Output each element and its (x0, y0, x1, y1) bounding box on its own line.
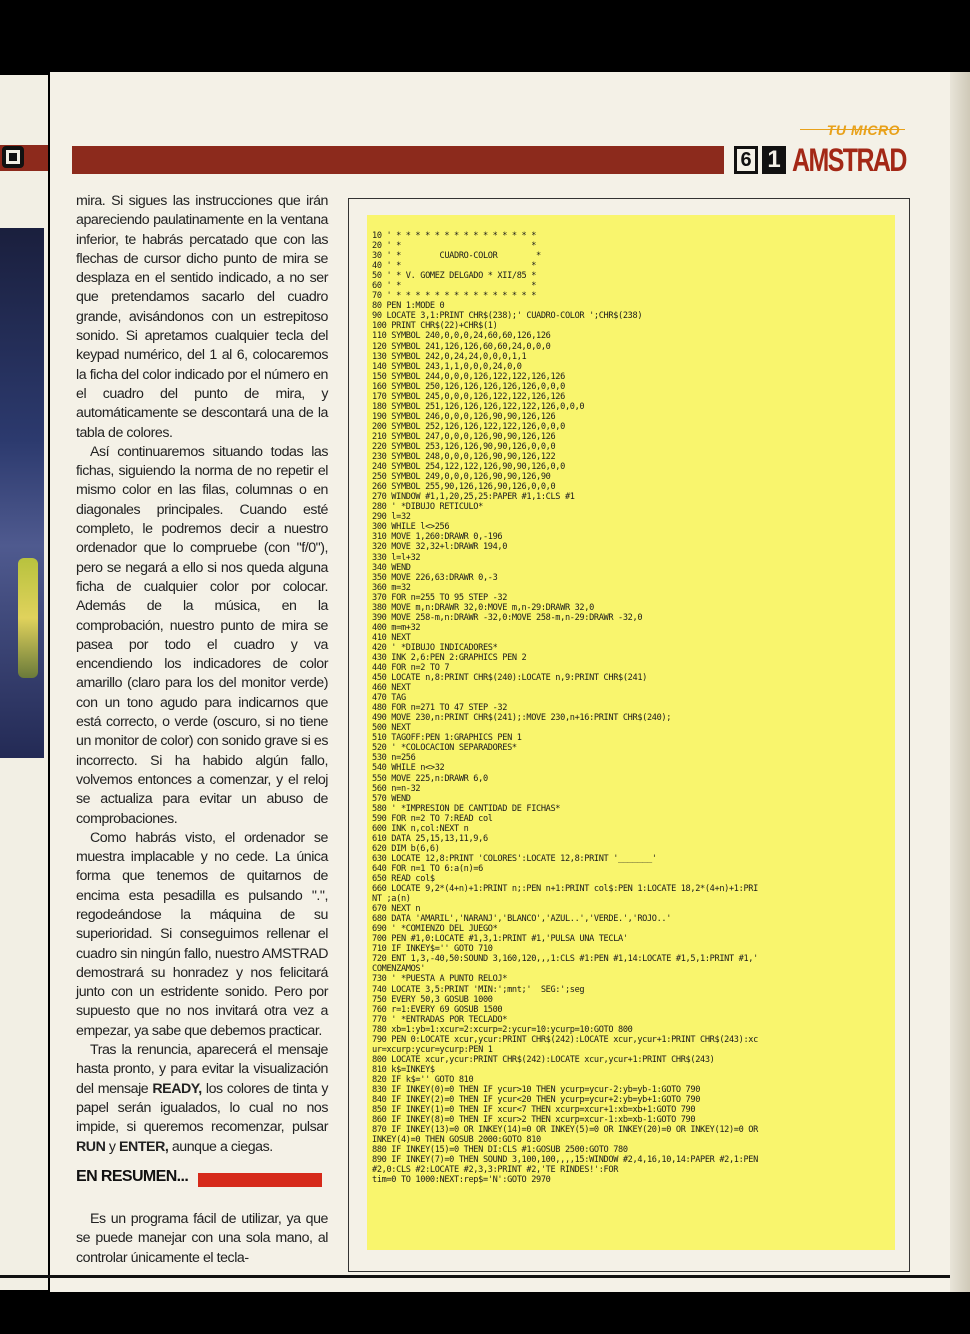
program-listing (372, 231, 897, 1185)
listing-line: 690 ' *COMIENZO DEL JUEGO* (372, 924, 498, 935)
listing-line: 230 SYMBOL 248,0,0,0,126,90,90,126,122 (372, 452, 556, 463)
keyword-run: RUN (76, 1138, 106, 1155)
listing-line: 720 ENT 1,3,-40,50:SOUND 3,160,120,,,1:CLS #1:PEN #1,14:LOCATE #1,5,1:PRINT #1,' (372, 954, 758, 965)
listing-line: 520 ' *COLOCACION SEPARADORES* (372, 743, 517, 754)
paragraph-4-text-g: aunque a ciegas. (168, 1138, 273, 1155)
listing-line: 290 l=32 (372, 512, 411, 523)
listing-line: 160 SYMBOL 250,126,126,126,126,126,0,0,0 (372, 381, 565, 392)
listing-line: 310 MOVE 1,260:DRAWR 0,-196 (372, 532, 503, 543)
listing-line: 680 DATA 'AMARIL','NARANJ','BLANCO','AZUL..','VERDE.','ROJO..' (372, 914, 672, 925)
listing-line: 500 NEXT (372, 723, 411, 734)
header-number-tens: 6 (734, 146, 758, 174)
listing-line: 560 n=n-32 (372, 783, 421, 794)
listing-line: 260 SYMBOL 255,90,126,126,90,126,0,0,0 (372, 482, 556, 493)
listing-line: 100 PRINT CHR$(22)+CHR$(1) (372, 321, 498, 332)
listing-line: 440 FOR n=2 TO 7 (372, 663, 450, 674)
summary-paragraph: Es un programa fácil de utilizar, ya que se puede manejar con una sola mano, al controlar únicamente el tecla- (76, 1211, 328, 1266)
listing-line: 870 IF INKEY(13)=0 OR INKEY(14)=0 OR INKEY(5)=0 OR INKEY(20)=0 OR INKEY(12)=0 OR (372, 1125, 758, 1136)
listing-line: 130 SYMBOL 242,0,24,24,0,0,0,1,1 (372, 351, 527, 362)
listing-line: 530 n=256 (372, 753, 416, 764)
listing-line: 140 SYMBOL 243,1,1,0,0,0,24,0,0 (372, 361, 522, 372)
listing-line: 610 DATA 25,15,13,11,9,6 (372, 833, 488, 844)
summary-column (76, 1210, 328, 1268)
listing-line: 700 PEN #1,0:LOCATE #1,3,1:PRINT #1,'PULSA UNA TECLA' (372, 934, 628, 945)
listing-line: 210 SYMBOL 247,0,0,0,126,90,90,126,126 (372, 431, 556, 442)
listing-line: 800 LOCATE xcur,ycur:PRINT CHR$(242):LOCATE xcur,ycur+1:PRINT CHR$(243) (372, 1054, 715, 1065)
listing-line: 200 SYMBOL 252,126,126,122,122,126,0,0,0 (372, 421, 565, 432)
listing-line: 330 l=l+32 (372, 552, 421, 563)
previous-page-logo-icon (2, 146, 24, 168)
listing-line: 150 SYMBOL 244,0,0,0,126,122,122,126,126 (372, 371, 565, 382)
page-edge (950, 72, 970, 1292)
paragraph-2: Así continuaremos situando todas las fichas, siguiendo la norma de no repetir el mismo color en las filas, columnas o en diagonales principales. Cuando esté completo, le podremos decir a nuestro ordenador que lo compruebe (con "f/0"), pero se negará a ello si nos queda alguna ficha de cualquier color por colocar. Además de la música, en la comprobación, nuestro punto de mira se pasea por todo el cuadro y va encendiendo los indicadores de color amarillo (claro para los del monitor verde) con un tono agudo para indicarnos que está correcto, o verde (oscuro, si no tiene un monitor de color) con sonido grave si es incorrecto. Si ha habido algún fallo, volvemos entonces a comenzar, y el reloj se actualiza para evitar un abuso de comprobaciones. (76, 443, 328, 827)
listing-line: 50 ' * V. GOMEZ DELGADO * XII/85 * (372, 271, 537, 282)
listing-line: 280 ' *DIBUJO RETICULO* (372, 502, 483, 513)
listing-line: 220 SYMBOL 253,126,126,90,90,126,0,0,0 (372, 441, 556, 452)
listing-line: 480 FOR n=271 TO 47 STEP -32 (372, 703, 508, 714)
listing-line: 540 WHILE n<>32 (372, 763, 445, 774)
paragraph-4-text-e: y (105, 1138, 120, 1155)
listing-line: 730 ' *PUESTA A PUNTO RELOJ* (372, 974, 508, 985)
listing-line: 380 MOVE m,n:DRAWR 32,0:MOVE m,n-29:DRAWR 32,0 (372, 602, 594, 613)
listing-line: 590 FOR n=2 TO 7:READ col (372, 813, 493, 824)
listing-line: 630 LOCATE 12,8:PRINT 'COLORES':LOCATE 12,8:PRINT '_______' (372, 853, 657, 864)
listing-line: 600 INK n,col:NEXT n (372, 823, 469, 834)
listing-line: 70 ' * * * * * * * * * * * * * * * (372, 291, 537, 302)
listing-line: 640 FOR n=1 TO 6:a(n)=6 (372, 863, 483, 874)
listing-line: 300 WHILE l<>256 (372, 522, 450, 533)
listing-line: 270 WINDOW #1,1,20,25,25:PAPER #1,1:CLS #1 (372, 492, 575, 503)
listing-line: 450 LOCATE n,8:PRINT CHR$(240):LOCATE n,9:PRINT CHR$(241) (372, 673, 647, 684)
listing-line: 620 DIM b(6,6) (372, 843, 440, 854)
listing-line: COMENZAMOS' (372, 964, 426, 975)
listing-line: 710 IF INKEY$='' GOTO 710 (372, 944, 493, 955)
paragraph-3: Como habrás visto, el ordenador se muestra implacable y no cede. La única forma que tenemos de quitarnos de encima esta pesadilla es pulsando ".", regodeándose la máquina de su superioridad. Si conseguimos rellenar el cuadro sin ningún fallo, nuestro AMSTRAD demostrará su honradez y nos felicitará junto con un estridente sonido. Pero por supuesto que no nos invitará otra vez a empezar, ya sabe que debemos practicar. (76, 829, 328, 1039)
listing-line: ur=xcurp:ycur=ycurp:PEN 1 (372, 1044, 493, 1055)
listing-line: 470 TAG (372, 693, 406, 704)
article-column (76, 192, 328, 1157)
listing-line: 320 MOVE 32,32+l:DRAWR 194,0 (372, 542, 508, 553)
listing-line: tim=0 TO 1000:NEXT:rep$='N':GOTO 2970 (372, 1175, 551, 1186)
listing-line: 400 m=m+32 (372, 622, 421, 633)
listing-line: 60 ' * * (372, 281, 537, 292)
listing-line: 390 MOVE 258-m,n:DRAWR -32,0:MOVE 258-m,n-29:DRAWR -32,0 (372, 612, 643, 623)
listing-line: 830 IF INKEY(0)=0 THEN IF ycur>10 THEN ycurp=ycur-2:yb=yb-1:GOTO 790 (372, 1084, 701, 1095)
listing-line: 510 TAGOFF:PEN 1:GRAPHICS PEN 1 (372, 733, 522, 744)
listing-line: 650 READ col$ (372, 874, 435, 884)
listing-line: 460 NEXT (372, 683, 411, 694)
listing-line: 240 SYMBOL 254,122,122,126,90,90,126,0,0 (372, 462, 565, 473)
listing-line: 110 SYMBOL 240,0,0,0,24,60,60,126,126 (372, 331, 551, 342)
listing-line: 170 SYMBOL 245,0,0,0,126,122,122,126,126 (372, 391, 565, 402)
listing-line: 350 MOVE 226,63:DRAWR 0,-3 (372, 572, 498, 583)
listing-line: 10 ' * * * * * * * * * * * * * * * (372, 231, 537, 241)
paragraph-1: mira. Si sigues las instrucciones que irán apareciendo paulatinamente en la ventana inferior, te habrás percatado que con las flechas de cursor dicho punto de mira se desplaza en el sentido indicado, a no ser que pretendamos sacarlo del cuadro grande, avisándonos con un estrepitoso sonido. Si apretamos cualquier tecla del keypad numérico, del 1 al 6, colocaremos la ficha del color indicado por el número en el cuadro del punto de mira, y automáticamente se descontará una de la tabla de colores. (76, 193, 328, 441)
bottom-rule (0, 1275, 950, 1278)
listing-line: 410 NEXT (372, 632, 411, 643)
listing-line: 790 PEN 0:LOCATE xcur,ycur:PRINT CHR$(242):LOCATE xcur,ycur+1:PRINT CHR$(243):xc (372, 1034, 758, 1045)
listing-line: 810 k$=INKEY$ (372, 1064, 435, 1075)
listing-line: 250 SYMBOL 249,0,0,0,126,90,90,126,90 (372, 472, 551, 483)
listing-line: #2,0:CLS #2:LOCATE #2,3,3:PRINT #2,'TE RINDES!':FOR (372, 1165, 619, 1176)
listing-line: 20 ' * * (372, 241, 537, 252)
listing-line: 760 r=1:EVERY 69 GOSUB 1500 (372, 1004, 503, 1015)
listing-line: INKEY(4)=0 THEN GOSUB 2000:GOTO 810 (372, 1135, 541, 1146)
listing-line: 780 xb=1:yb=1:xcur=2:xcurp=2:ycur=10:ycurp=10:GOTO 800 (372, 1024, 633, 1035)
listing-line: 40 ' * * (372, 261, 537, 272)
listing-line: 360 m=32 (372, 582, 411, 593)
keyword-ready: READY, (152, 1080, 202, 1097)
previous-page-photo (0, 228, 44, 758)
listing-line: 580 ' *IMPRESION DE CANTIDAD DE FICHAS* (372, 803, 561, 814)
listing-line: 820 IF k$='' GOTO 810 (372, 1074, 474, 1085)
listing-line: 550 MOVE 225,n:DRAWR 6,0 (372, 773, 488, 784)
listing-line: 850 IF INKEY(1)=0 THEN IF xcur<7 THEN xcurp=xcur+1:xb=xb+1:GOTO 790 (372, 1105, 696, 1116)
listing-line: 860 IF INKEY(8)=0 THEN IF xcur>2 THEN xcurp=xcur-1:xb=xb-1:GOTO 790 (372, 1115, 696, 1126)
keyword-enter: ENTER, (119, 1138, 169, 1155)
header-tag: TU MICRO (826, 122, 900, 138)
listing-line: 490 MOVE 230,n:PRINT CHR$(241);:MOVE 230,n+16:PRINT CHR$(240); (372, 713, 672, 724)
listing-line: 660 LOCATE 9,2*(4+n)+1:PRINT n;:PEN n+1:PRINT col$:PEN 1:LOCATE 18,2*(4+n)+1:PRI (372, 884, 758, 895)
listing-line: 90 LOCATE 3,1:PRINT CHR$(238);' CUADRO-COLOR ';CHR$(238) (372, 311, 643, 322)
listing-line: 120 SYMBOL 241,126,126,60,60,24,0,0,0 (372, 341, 551, 352)
listing-line: 420 ' *DIBUJO INDICADORES* (372, 642, 498, 653)
section-title: EN RESUMEN... (76, 1168, 189, 1185)
section-title-bar (198, 1173, 322, 1187)
header-bar (72, 146, 724, 174)
listing-line: 670 NEXT n (372, 904, 421, 915)
listing-line: 890 IF INKEY(7)=0 THEN SOUND 3,100,100,,,,15:WINDOW #2,4,16,10,14:PAPER #2,1:PEN (372, 1155, 758, 1166)
listing-line: 180 SYMBOL 251,126,126,126,122,122,126,0,0,0 (372, 401, 585, 412)
listing-line: 80 PEN 1:MODE 0 (372, 301, 445, 312)
listing-line: 840 IF INKEY(2)=0 THEN IF ycur<20 THEN ycurp=ycur+2:yb=yb+1:GOTO 790 (372, 1095, 701, 1106)
paragraph-4 (76, 1041, 328, 1157)
listing-line: NT ;a(n) (372, 894, 411, 905)
listing-line: 340 WEND (372, 562, 411, 573)
listing-line: 370 FOR n=255 TO 95 STEP -32 (372, 592, 508, 603)
listing-line: 430 INK 2,6:PEN 2:GRAPHICS PEN 2 (372, 652, 527, 663)
listing-line: 740 LOCATE 3,5:PRINT 'MIN:';mnt;' SEG:';seg (372, 984, 585, 995)
listing-line: 770 ' *ENTRADAS POR TECLADO* (372, 1014, 508, 1025)
listing-line: 880 IF INKEY(15)=0 THEN DI:CLS #1:GOSUB 2500:GOTO 780 (372, 1145, 628, 1156)
paragraph-4-text-a: Tras la renuncia, aparecerá el mensaje hasta pronto, y para evitar la visualización del mensaje (76, 1042, 328, 1097)
listing-line: 30 ' * CUADRO-COLOR * (372, 251, 541, 262)
listing-line: 570 WEND (372, 793, 411, 804)
header-brand: AMSTRAD (792, 142, 906, 178)
header-number-units: 1 (762, 146, 786, 174)
listing-line: 190 SYMBOL 246,0,0,0,126,90,90,126,126 (372, 411, 556, 422)
paragraph-4-text-c: los colores de tinta y papel serán igualados, lo cual no nos impide, si queremos recomenzar, pulsar (76, 1080, 329, 1136)
listing-line: 750 EVERY 50,3 GOSUB 1000 (372, 994, 493, 1005)
